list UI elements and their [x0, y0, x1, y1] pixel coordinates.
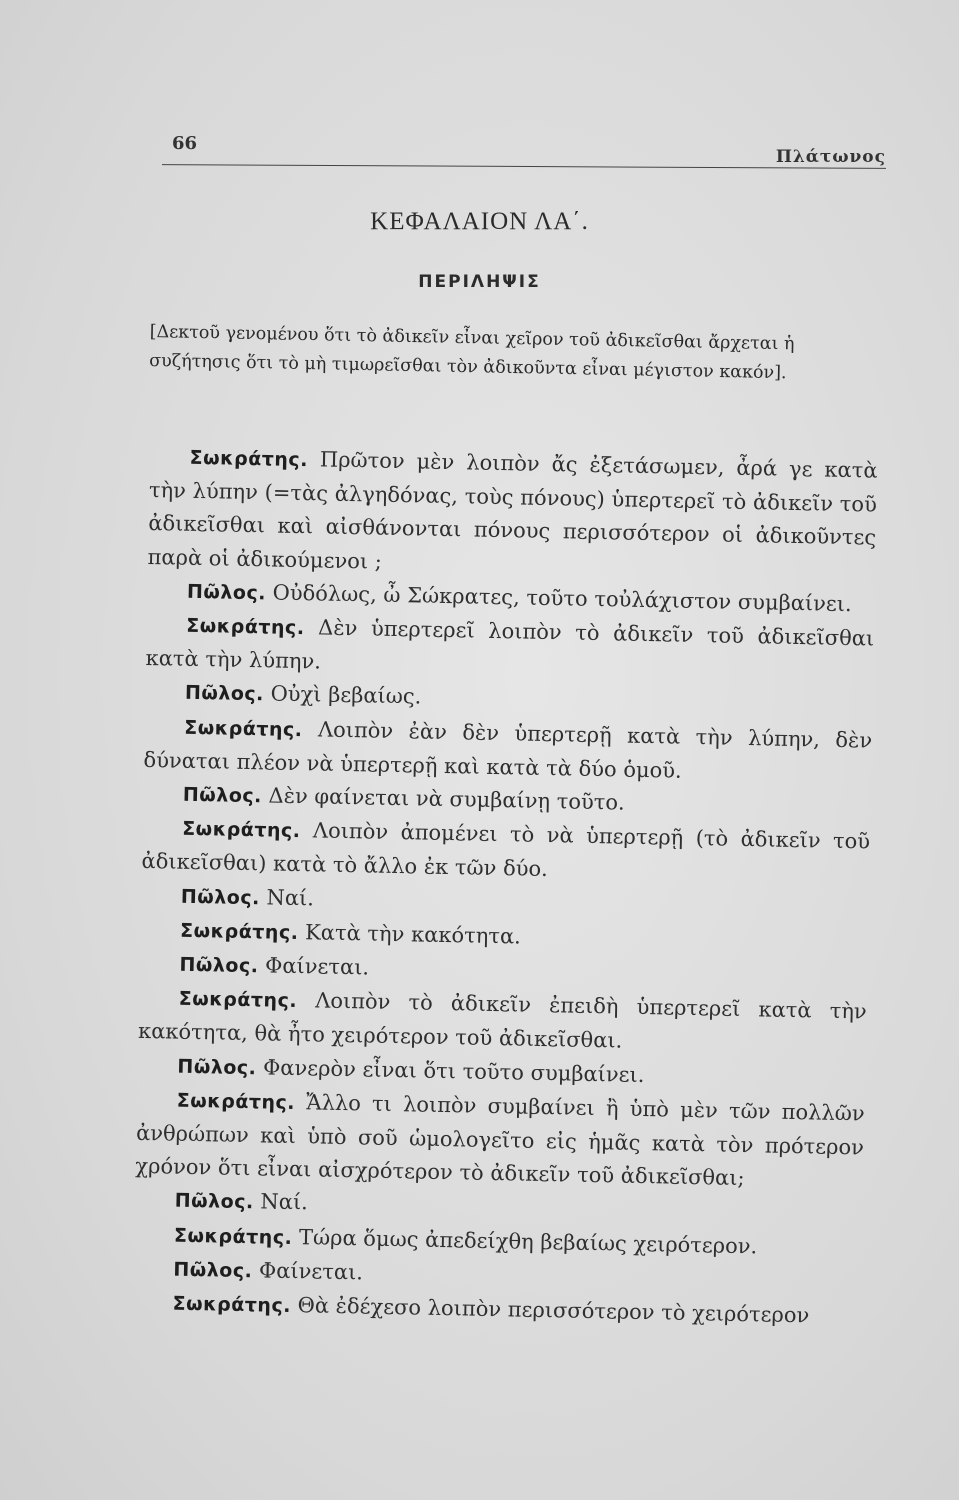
- page-number: 66: [172, 133, 198, 154]
- speaker-name: Πῶλος.: [177, 1055, 257, 1079]
- speech-text: Ναί.: [266, 885, 315, 911]
- speech-text: Λοιπὸν ἀπομένει τὸ νὰ ὑπερτερῇ (τὸ ἀδικεῖν τοῦ ἀδικεῖσθαι) κατὰ τὸ ἄλλο ἐκ τῶν δύο.: [141, 818, 871, 882]
- speech-text: Πρῶτον μὲν λοιπὸν ἄς ἐξετάσωμεν, ἆρά γε κατὰ τὴν λύπην (=τὰς ἀλγηδόνας, τοὺς πόνους) ὑπερτερεῖ τὸ ἀδικεῖν τοῦ ἀδικεῖσθαι καὶ αἰσθάνονται πόνους περισσότερον οἱ ἀδικοῦντες παρὰ οἱ ἀδικούμενοι ;: [147, 447, 878, 574]
- running-head: [172, 133, 886, 177]
- speech-text: Κατὰ τὴν κακότητα.: [304, 920, 522, 949]
- speech-text: Λοιπὸν ἐὰν δὲν ὑπερτερῇ κατὰ τὴν λύπην, δὲν δύναται πλέον νὰ ὑπερτερῇ καὶ κατὰ τὰ δύο ὁμοῦ.: [143, 717, 873, 783]
- speaker-name: Σωκράτης.: [176, 1089, 296, 1114]
- speaker-name: Πῶλος.: [184, 682, 265, 706]
- speaker-name: Πῶλος.: [180, 885, 261, 909]
- running-title: Πλάτωνος: [775, 147, 886, 167]
- dialogue-body: [132, 440, 878, 1335]
- speaker-name: Σωκράτης.: [186, 614, 305, 640]
- dialogue-turn: [135, 1083, 865, 1198]
- speaker-name: Πῶλος.: [173, 1258, 253, 1283]
- speaker-name: Σωκράτης.: [181, 817, 301, 843]
- speaker-name: Σωκράτης.: [189, 446, 309, 472]
- speech-text: Λοιπὸν τὸ ἀδικεῖν ἐπειδὴ ὑπερτερεῖ κατὰ τὴν κακότητα, θὰ ἦτο χειρότερον τοῦ ἀδικεῖσθαι.: [137, 988, 867, 1054]
- speaker-name: Σωκράτης.: [172, 1292, 292, 1318]
- speaker-name: Πῶλος.: [182, 783, 263, 808]
- speaker-name: Πῶλος.: [186, 580, 267, 605]
- summary-heading: ΠΕΡΙΛΗΨΙΣ: [418, 272, 541, 292]
- dialogue-turn: [147, 440, 878, 588]
- speaker-name: Πῶλος.: [174, 1190, 254, 1214]
- speech-text: Ναί.: [260, 1189, 309, 1215]
- speech-text: Φαίνεται.: [264, 953, 370, 980]
- chapter-title: ΚΕΦΑΛΑΙΟΝ ΛΑ΄.: [370, 208, 589, 235]
- speech-text: Ἄλλο τι λοιπὸν συμβαίνει ἢ ὑπὸ μὲν τῶν πολλῶν ἀνθρώπων καὶ ὑπὸ σοῦ ὡμολογεῖτο εἰς ἡμᾶς κατὰ τὸν πρότερον χρόνον ὅτι εἶναι αἰσχρότερον τὸ ἀδικεῖν τοῦ ἀδικεῖσθαι;: [135, 1090, 865, 1191]
- speaker-name: Σωκράτης.: [173, 1224, 293, 1249]
- speaker-name: Σωκράτης.: [178, 987, 298, 1013]
- speech-text: Δὲν ὑπερτερεῖ λοιπὸν τὸ ἀδικεῖν τοῦ ἀδικεῖσθαι κατὰ τὴν λύπην.: [145, 615, 875, 674]
- speech-text: Οὐχὶ βεβαίως.: [270, 681, 422, 709]
- speaker-name: Σωκράτης.: [179, 919, 299, 944]
- speech-text: Φαίνεται.: [258, 1258, 364, 1285]
- speech-text: Δὲν φαίνεται νὰ συμβαίνῃ τοῦτο.: [268, 783, 625, 815]
- speech-text: Τώρα ὅμως ἀπεδείχθη βεβαίως χειρότερον.: [298, 1224, 758, 1259]
- speaker-name: Πῶλος.: [179, 953, 259, 978]
- chapter-summary: [Δεκτοῦ γενομένου ὅτι τὸ ἀδικεῖν εἶναι χεῖρον τοῦ ἀδικεῖσθαι ἄρχεται ἡ συζήτησις ὅτι τὸ μὴ τιμωρεῖσθαι τὸν ἀδικοῦντα εἶναι μέγιστον κακόν].: [148, 321, 795, 384]
- speech-text: Θὰ ἐδέχεσο λοιπὸν περισσότερον τὸ χειρότερον: [297, 1293, 810, 1328]
- speaker-name: Σωκράτης.: [184, 716, 303, 741]
- speech-text: Οὐδόλως, ὦ Σώκρατες, τοῦτο τοὐλάχιστον συμβαίνει.: [272, 580, 852, 616]
- speech-text: Φανερὸν εἶναι ὅτι τοῦτο συμβαίνει.: [262, 1055, 645, 1087]
